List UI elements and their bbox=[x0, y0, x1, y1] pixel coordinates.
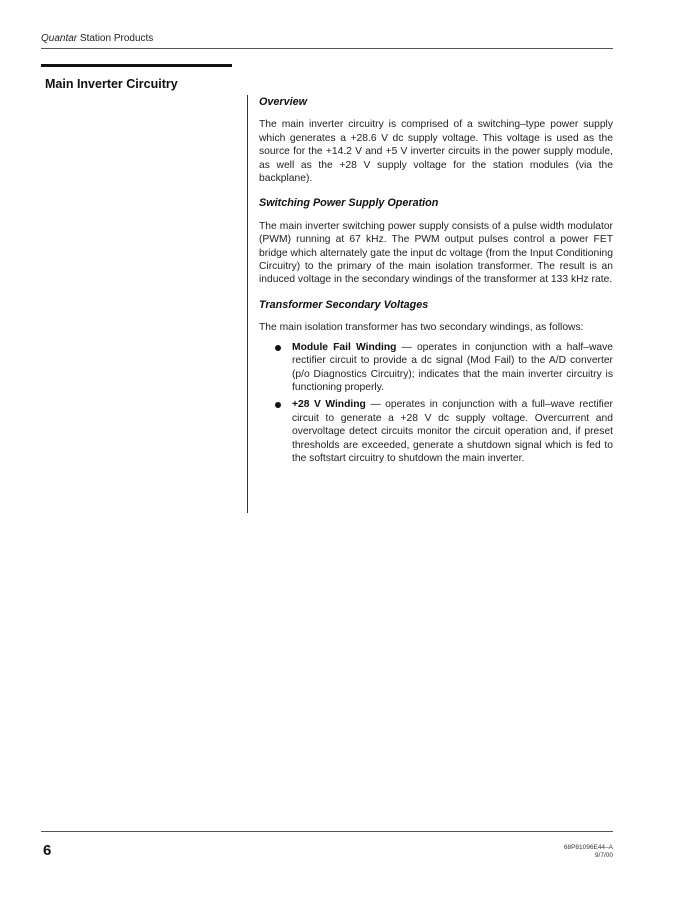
list-item bbox=[259, 398, 613, 465]
header-title: Station Products bbox=[77, 33, 154, 44]
section-bar bbox=[41, 64, 232, 67]
footer-rule bbox=[41, 831, 613, 832]
document-number: 68P81096E44–A bbox=[563, 844, 613, 851]
section-title: Main Inverter Circuitry bbox=[45, 77, 178, 91]
header-rule bbox=[41, 48, 613, 49]
document-meta bbox=[564, 844, 613, 860]
list-item bbox=[259, 341, 613, 395]
bullet-term: Module Fail Winding bbox=[292, 341, 397, 353]
transformer-intro: The main isolation transformer has two secondary windings, as follows: bbox=[259, 322, 584, 334]
bullet-icon bbox=[275, 345, 281, 351]
switching-paragraph: The main inverter switching power supply consists of a pulse width modulator (PWM) running at 67 kHz. The PWM output pulses control a power FET bridge which alternately gate the input dc voltage (from the Input Conditioning Circuitry) to the primary of the main isolation transformer. The result is an induced voltage in the secondary windings of the transformer at 133 kHz rate. bbox=[259, 220, 613, 286]
content-vertical-rule bbox=[247, 95, 248, 513]
page-number: 6 bbox=[43, 842, 52, 859]
header-brand: Quantar bbox=[41, 33, 78, 44]
bullet-term: +28 V Winding bbox=[292, 399, 366, 411]
transformer-heading: Transformer Secondary Voltages bbox=[259, 298, 429, 311]
bullet-text: — operates in conjunction with a full–wave rectifier circuit to generate a +28 V dc supply voltage. Overcurrent and overvoltage detect circuits monitor the circuit operation and, if preset thresholds are exceeded, generate a shutdown signal which is fed to the softstart circuitry to shutdown the main inverter. bbox=[292, 399, 613, 464]
running-header bbox=[41, 33, 153, 44]
content-column bbox=[259, 96, 613, 469]
document-date: 9/7/00 bbox=[594, 852, 613, 859]
bullet-text: — operates in conjunction with a half–wave rectifier circuit to provide a dc signal (Mod Fail) to the A/D converter (p/o Diagnostics Circuitry); indicates that the main inverter circuitry is functioning properly. bbox=[292, 341, 613, 393]
overview-heading: Overview bbox=[259, 96, 308, 108]
overview-paragraph: The main inverter circuitry is comprised of a switching–type power supply which generates a +28.6 V dc supply voltage. This voltage is used as the source for the +14.2 V and +5 V inverter circuits in the power supply module, as well as the +28 V supply voltage for the station modules (via the backplane). bbox=[259, 119, 613, 185]
winding-list bbox=[259, 341, 613, 466]
bullet-icon bbox=[275, 402, 281, 408]
switching-heading: Switching Power Supply Operation bbox=[259, 197, 439, 210]
